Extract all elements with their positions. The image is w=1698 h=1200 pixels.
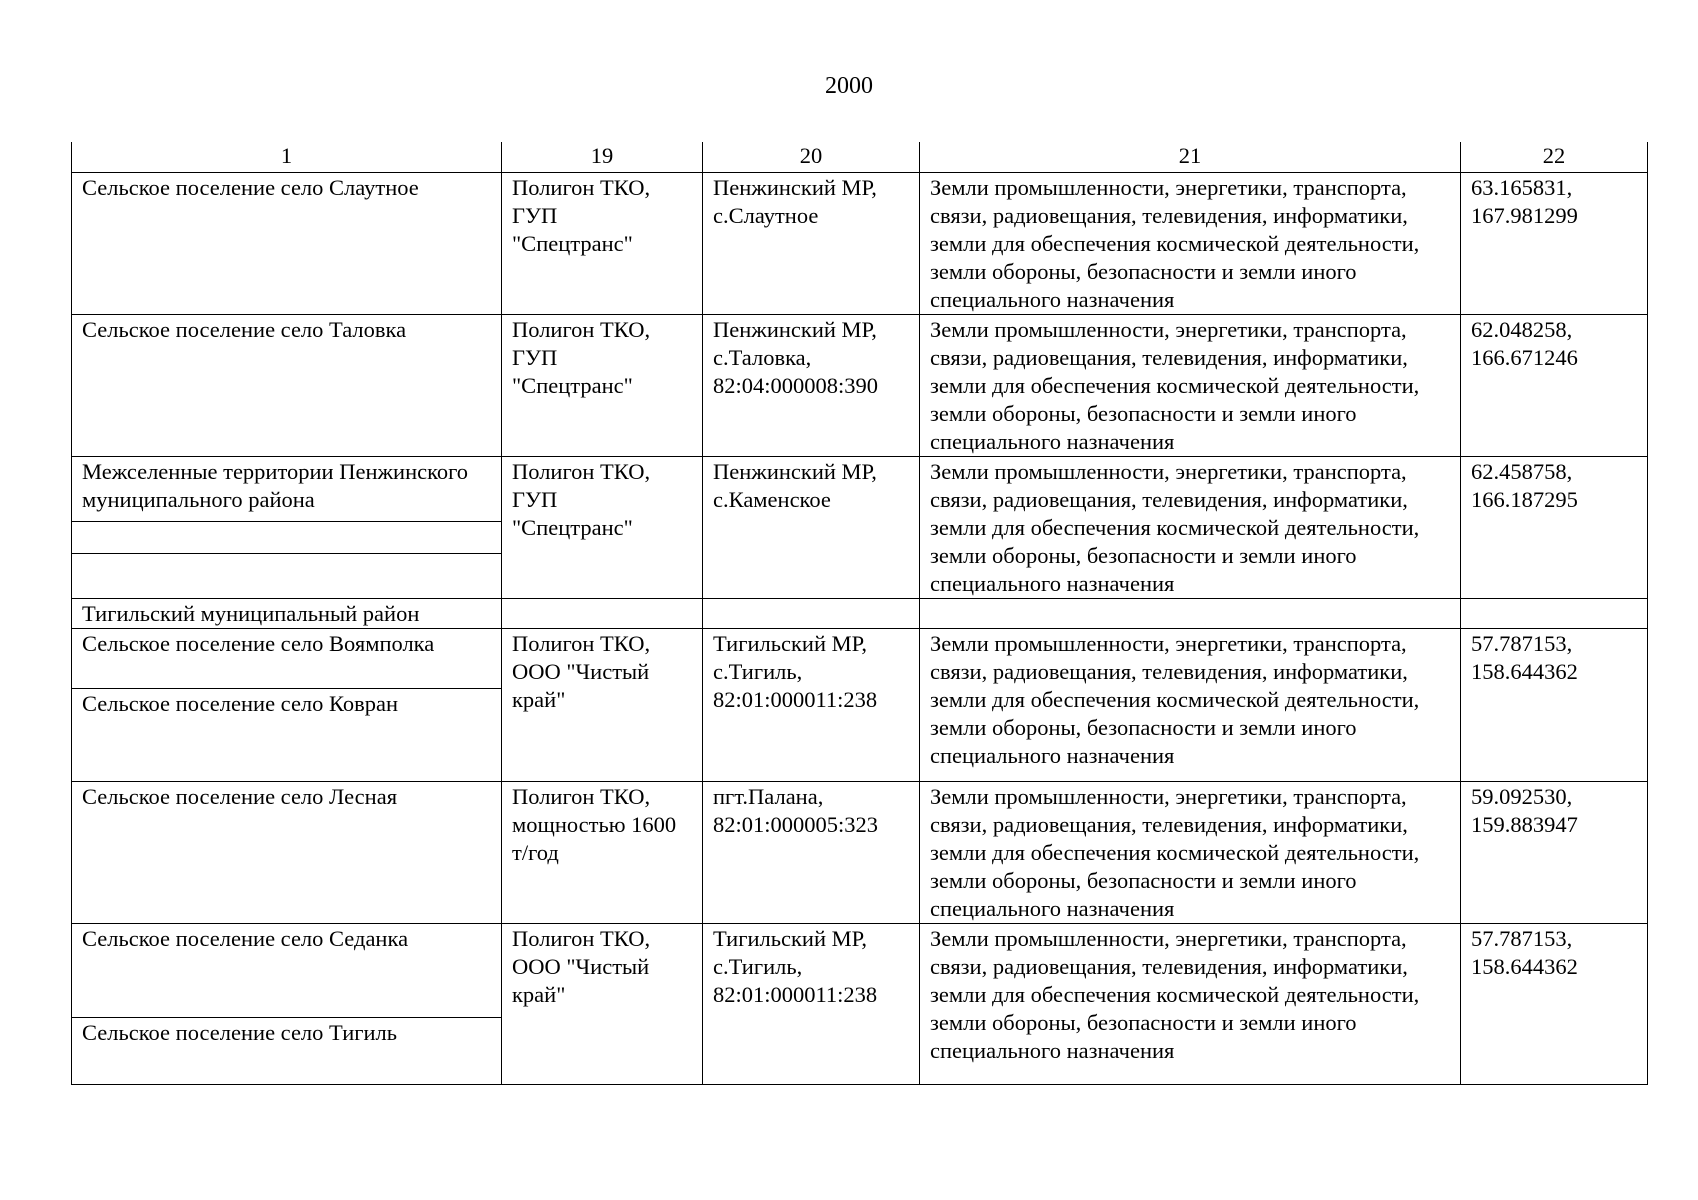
column-header: 22 <box>1461 142 1648 173</box>
land-category-cell: Земли промышленности, энергетики, транспорта, связи, радиовещания, телевидения, информатики, земли для обеспечения космической деятельности, земли обороны, безопасности и земли иного специального назначения <box>920 173 1461 315</box>
column-header: 1 <box>72 142 502 173</box>
table-row <box>72 173 1648 315</box>
land-category-cell: Земли промышленности, энергетики, транспорта, связи, радиовещания, телевидения, информатики, земли для обеспечения космической деятельности, земли обороны, безопасности и земли иного специального назначения <box>920 782 1461 924</box>
table-row <box>72 315 1648 457</box>
settlement-cell: Сельское поселение село Таловка <box>72 315 502 457</box>
table-header-row <box>72 142 1648 173</box>
table-row <box>72 457 1648 522</box>
land-category-cell: Земли промышленности, энергетики, транспорта, связи, радиовещания, телевидения, информатики, земли для обеспечения космической деятельности, земли обороны, безопасности и земли иного специального назначения <box>920 457 1461 599</box>
object-cell: Полигон ТКО, ООО "Чистый край" <box>502 924 703 1085</box>
land-category-cell: Земли промышленности, энергетики, транспорта, связи, радиовещания, телевидения, информатики, земли для обеспечения космической деятельности, земли обороны, безопасности и земли иного специального назначения <box>920 924 1461 1085</box>
landfill-table <box>71 142 1648 1085</box>
empty-cell <box>502 599 703 629</box>
settlement-cell: Сельское поселение село Седанка <box>72 924 502 1018</box>
coordinates-cell: 59.092530, 159.883947 <box>1461 782 1648 924</box>
table-row <box>72 924 1648 1018</box>
page-number: 2000 <box>825 73 873 99</box>
settlement-cell: Сельское поселение село Ковран <box>72 689 502 782</box>
object-cell: Полигон ТКО, ГУП "Спецтранс" <box>502 173 703 315</box>
empty-cell <box>920 599 1461 629</box>
object-cell: Полигон ТКО, ООО "Чистый край" <box>502 629 703 782</box>
location-cell: Пенжинский МР, с.Таловка, 82:04:000008:390 <box>703 315 920 457</box>
land-category-cell: Земли промышленности, энергетики, транспорта, связи, радиовещания, телевидения, информатики, земли для обеспечения космической деятельности, земли обороны, безопасности и земли иного специального назначения <box>920 629 1461 782</box>
settlement-cell: Сельское поселение село Тигиль <box>72 1018 502 1085</box>
location-cell: Пенжинский МР, с.Каменское <box>703 457 920 599</box>
settlement-cell: Сельское поселение село Лесная <box>72 782 502 924</box>
coordinates-cell: 62.048258, 166.671246 <box>1461 315 1648 457</box>
coordinates-cell: 57.787153, 158.644362 <box>1461 629 1648 782</box>
object-cell: Полигон ТКО, ГУП "Спецтранс" <box>502 457 703 599</box>
location-cell: Тигильский МР, с.Тигиль, 82:01:000011:238 <box>703 924 920 1085</box>
object-cell: Полигон ТКО, ГУП "Спецтранс" <box>502 315 703 457</box>
coordinates-cell: 62.458758, 166.187295 <box>1461 457 1648 599</box>
settlement-cell: Сельское поселение село Воямполка <box>72 629 502 689</box>
column-header: 20 <box>703 142 920 173</box>
district-cell: Тигильский муниципальный район <box>72 599 502 629</box>
empty-cell <box>1461 599 1648 629</box>
coordinates-cell: 57.787153, 158.644362 <box>1461 924 1648 1085</box>
empty-cell <box>703 599 920 629</box>
location-cell: пгт.Палана, 82:01:000005:323 <box>703 782 920 924</box>
location-cell: Тигильский МР, с.Тигиль, 82:01:000011:238 <box>703 629 920 782</box>
settlement-cell: Сельское поселение село Слаутное <box>72 173 502 315</box>
settlement-cell-empty <box>72 521 502 553</box>
district-row <box>72 599 1648 629</box>
settlement-cell: Межселенные территории Пенжинского муниципального района <box>72 457 502 522</box>
object-cell: Полигон ТКО, мощностью 1600 т/год <box>502 782 703 924</box>
land-category-cell: Земли промышленности, энергетики, транспорта, связи, радиовещания, телевидения, информатики, земли для обеспечения космической деятельности, земли обороны, безопасности и земли иного специального назначения <box>920 315 1461 457</box>
table-row <box>72 782 1648 924</box>
coordinates-cell: 63.165831, 167.981299 <box>1461 173 1648 315</box>
table-row <box>72 629 1648 689</box>
location-cell: Пенжинский МР, с.Слаутное <box>703 173 920 315</box>
column-header: 19 <box>502 142 703 173</box>
settlement-cell-empty <box>72 554 502 599</box>
column-header: 21 <box>920 142 1461 173</box>
